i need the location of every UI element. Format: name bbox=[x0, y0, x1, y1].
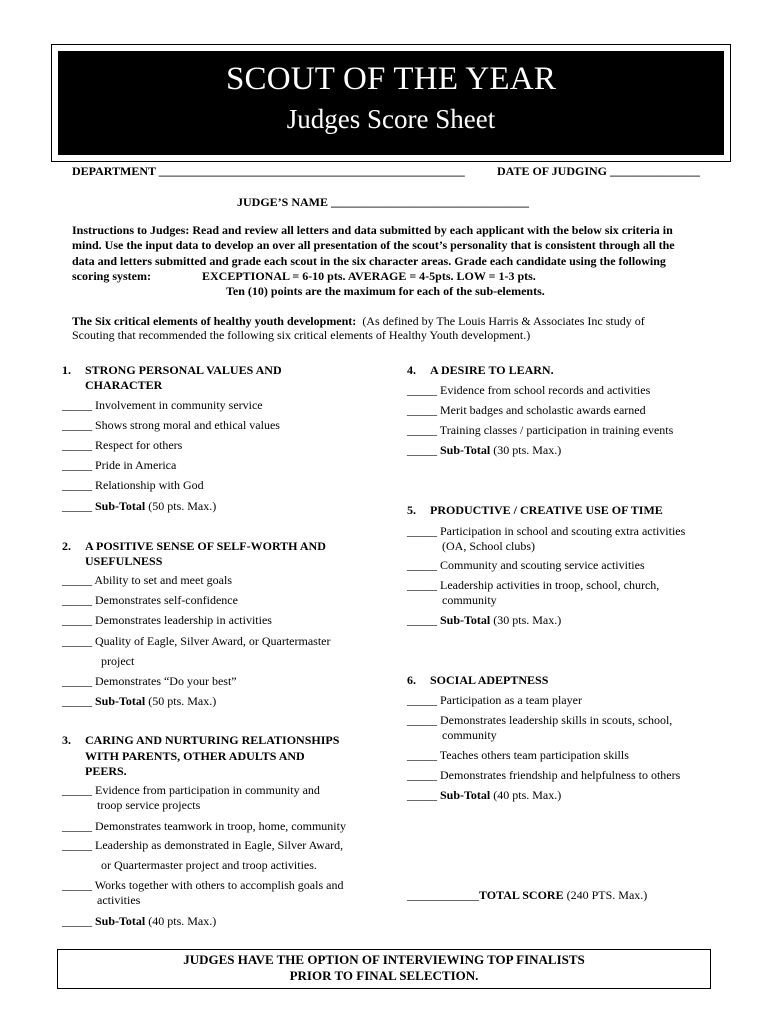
subtotal-max: (50 pts. Max.) bbox=[148, 694, 217, 708]
section-2-title-2: USEFULNESS bbox=[85, 554, 163, 568]
section-3-title: CARING AND NURTURING RELATIONSHIPS bbox=[85, 733, 340, 747]
item-label: Teaches others team participation skills bbox=[439, 748, 629, 762]
score-blank[interactable]: _____ bbox=[62, 674, 92, 688]
section-6-title: SOCIAL ADEPTNESS bbox=[430, 673, 549, 687]
item-label: Leadership as demonstrated in Eagle, Silver Award, bbox=[95, 838, 344, 852]
score-blank[interactable]: _____ bbox=[407, 558, 437, 572]
instructions-line-3: data and letters submitted and grade each scout in the six character areas. Grade each candidate using the following bbox=[72, 254, 666, 268]
section-2-number: 2. bbox=[62, 539, 71, 553]
score-blank[interactable]: _____ bbox=[62, 878, 92, 892]
score-blank[interactable]: _____ bbox=[62, 438, 92, 452]
item-continuation: or Quartermaster project and troop activities. bbox=[101, 858, 317, 872]
score-blank[interactable]: _____ bbox=[62, 838, 92, 852]
list-item[interactable] bbox=[62, 838, 343, 853]
item-label: Evidence from participation in community and bbox=[95, 783, 320, 797]
six-elements-heading: The Six critical elements of healthy youth development: bbox=[72, 314, 357, 328]
item-label: Involvement in community service bbox=[95, 398, 263, 412]
subtotal-max: (30 pts. Max.) bbox=[493, 613, 562, 627]
item-label: Demonstrates teamwork in troop, home, community bbox=[95, 819, 346, 833]
instructions-line-5: Ten (10) points are the maximum for each of the sub-elements. bbox=[226, 284, 545, 298]
total-score[interactable] bbox=[407, 888, 647, 903]
item-label: Pride in America bbox=[95, 458, 177, 472]
list-item[interactable] bbox=[62, 613, 272, 628]
instructions-line-1: Instructions to Judges: Read and review all letters and data submitted by each applicant with the below six criteria in bbox=[72, 223, 673, 237]
page-title: SCOUT OF THE YEAR bbox=[225, 61, 557, 97]
footer-line-1: JUDGES HAVE THE OPTION OF INTERVIEWING TOP FINALISTS bbox=[183, 952, 585, 967]
date-of-judging-field[interactable]: DATE OF JUDGING _______________ bbox=[497, 164, 701, 178]
total-score-label: TOTAL SCORE bbox=[479, 888, 564, 902]
subtotal-label: Sub-Total bbox=[95, 499, 146, 513]
score-blank[interactable]: _____ bbox=[62, 783, 92, 797]
score-blank[interactable]: _____ bbox=[62, 418, 92, 432]
list-item[interactable] bbox=[407, 423, 673, 438]
score-blank[interactable]: _____ bbox=[62, 819, 92, 833]
item-label: Quality of Eagle, Silver Award, or Quartermaster bbox=[95, 634, 331, 648]
footer-notice bbox=[57, 949, 711, 989]
item-label: Participation in school and scouting extra activities bbox=[440, 524, 686, 538]
total-score-max: (240 PTS. Max.) bbox=[566, 888, 648, 902]
subtotal-max: (30 pts. Max.) bbox=[493, 443, 562, 457]
section-6-number: 6. bbox=[407, 673, 416, 687]
item-continuation: (OA, School clubs) bbox=[442, 539, 535, 553]
section-1-number: 1. bbox=[62, 363, 71, 377]
department-field[interactable]: DEPARTMENT ___________________________________________________ bbox=[72, 164, 465, 178]
item-continuation: community bbox=[442, 593, 497, 607]
total-score-blank[interactable]: ____________ bbox=[407, 888, 479, 902]
item-label: Demonstrates leadership in activities bbox=[95, 613, 272, 627]
score-blank[interactable]: _____ bbox=[407, 403, 437, 417]
section-5-title: PRODUCTIVE / CREATIVE USE OF TIME bbox=[430, 503, 663, 517]
score-blank[interactable]: _____ bbox=[62, 398, 92, 412]
score-blank[interactable]: _____ bbox=[62, 593, 92, 607]
score-blank[interactable]: _____ bbox=[407, 713, 437, 727]
section-5-subtotal[interactable] bbox=[407, 613, 561, 628]
instructions-line-4a: scoring system: bbox=[72, 269, 151, 283]
score-blank[interactable]: _____ bbox=[407, 788, 437, 802]
score-blank[interactable]: _____ bbox=[62, 458, 92, 472]
six-elements-line-2: Scouting that recommended the following six critical elements of Healthy Youth development.) bbox=[72, 328, 531, 342]
section-4-subtotal[interactable] bbox=[407, 443, 561, 458]
list-item[interactable] bbox=[62, 878, 343, 893]
score-blank[interactable]: _____ bbox=[62, 478, 92, 492]
score-blank[interactable]: _____ bbox=[407, 383, 437, 397]
list-item[interactable] bbox=[407, 403, 646, 418]
list-item[interactable] bbox=[62, 593, 238, 608]
score-blank[interactable]: _____ bbox=[62, 634, 92, 648]
item-label: Community and scouting service activities bbox=[440, 558, 645, 572]
section-2-title: A POSITIVE SENSE OF SELF-WORTH AND bbox=[85, 539, 326, 553]
list-item[interactable] bbox=[407, 558, 645, 573]
section-3-subtotal[interactable] bbox=[62, 914, 216, 929]
item-label: Ability to set and meet goals bbox=[94, 573, 232, 587]
item-label: Demonstrates friendship and helpfulness to others bbox=[440, 768, 681, 782]
subtotal-label: Sub-Total bbox=[440, 788, 491, 802]
list-item[interactable] bbox=[407, 713, 672, 728]
score-blank[interactable]: _____ bbox=[407, 423, 437, 437]
item-label: Shows strong moral and ethical values bbox=[95, 418, 280, 432]
score-blank[interactable]: _____ bbox=[62, 914, 92, 928]
item-continuation: activities bbox=[97, 893, 141, 907]
item-continuation: community bbox=[442, 728, 497, 742]
subtotal-label: Sub-Total bbox=[440, 613, 491, 627]
six-elements-line-1 bbox=[72, 314, 645, 329]
list-item[interactable] bbox=[62, 398, 263, 413]
list-item[interactable] bbox=[407, 748, 629, 763]
score-blank[interactable]: _____ bbox=[407, 693, 437, 707]
section-1-subtotal[interactable] bbox=[62, 499, 216, 514]
list-item[interactable] bbox=[62, 674, 237, 689]
section-6-subtotal[interactable] bbox=[407, 788, 561, 803]
subtotal-max: (40 pts. Max.) bbox=[148, 914, 217, 928]
section-1-title: STRONG PERSONAL VALUES AND bbox=[85, 363, 282, 377]
score-blank[interactable]: _____ bbox=[62, 573, 92, 587]
section-1-title-2: CHARACTER bbox=[85, 378, 163, 392]
scoring-system: EXCEPTIONAL = 6-10 pts. AVERAGE = 4-5pts. LOW = 1-3 pts. bbox=[202, 269, 536, 283]
section-5-number: 5. bbox=[407, 503, 416, 517]
item-label: Training classes / participation in training events bbox=[439, 423, 674, 437]
score-blank[interactable]: _____ bbox=[407, 768, 437, 782]
title-banner-fill bbox=[58, 51, 724, 155]
item-label: Demonstrates leadership skills in scouts, school, bbox=[440, 713, 673, 727]
title-banner bbox=[51, 44, 731, 162]
page-subtitle: Judges Score Sheet bbox=[286, 104, 496, 134]
list-item[interactable] bbox=[407, 383, 650, 398]
subtotal-max: (40 pts. Max.) bbox=[493, 788, 562, 802]
score-blank[interactable]: _____ bbox=[62, 613, 92, 627]
list-item[interactable] bbox=[62, 634, 331, 649]
list-item[interactable] bbox=[62, 458, 176, 473]
section-4-title: A DESIRE TO LEARN. bbox=[430, 363, 554, 377]
score-blank[interactable]: _____ bbox=[62, 499, 92, 513]
footer-line-2: PRIOR TO FINAL SELECTION. bbox=[289, 968, 479, 983]
list-item[interactable] bbox=[407, 578, 659, 593]
section-4-number: 4. bbox=[407, 363, 416, 377]
subtotal-label: Sub-Total bbox=[95, 694, 146, 708]
subtotal-label: Sub-Total bbox=[440, 443, 491, 457]
list-item[interactable] bbox=[62, 819, 346, 834]
section-3-title-2: WITH PARENTS, OTHER ADULTS AND bbox=[85, 749, 305, 763]
score-blank[interactable]: _____ bbox=[407, 443, 437, 457]
item-label: Respect for others bbox=[95, 438, 183, 452]
score-blank[interactable]: _____ bbox=[62, 694, 92, 708]
section-3-title-3: PEERS. bbox=[85, 764, 127, 778]
item-label: Relationship with God bbox=[95, 478, 204, 492]
item-label: Works together with others to accomplish goals and bbox=[94, 878, 344, 892]
score-blank[interactable]: _____ bbox=[407, 524, 437, 538]
item-label: Participation as a team player bbox=[440, 693, 582, 707]
section-3-number: 3. bbox=[62, 733, 71, 747]
six-elements-note: (As defined by The Louis Harris & Associates Inc study of bbox=[362, 314, 645, 328]
list-item[interactable] bbox=[62, 783, 320, 798]
judge-name-field[interactable]: JUDGE’S NAME _________________________________ bbox=[237, 195, 530, 209]
list-item[interactable] bbox=[407, 693, 582, 708]
item-label: Leadership activities in troop, school, church, bbox=[440, 578, 660, 592]
item-label: Merit badges and scholastic awards earned bbox=[440, 403, 646, 417]
item-continuation: project bbox=[101, 654, 135, 668]
score-blank[interactable]: _____ bbox=[407, 578, 437, 592]
item-label: Evidence from school records and activities bbox=[440, 383, 651, 397]
score-blank[interactable]: _____ bbox=[407, 613, 437, 627]
item-label: Demonstrates “Do your best” bbox=[95, 674, 237, 688]
score-blank[interactable]: _____ bbox=[407, 748, 437, 762]
subtotal-max: (50 pts. Max.) bbox=[148, 499, 217, 513]
section-2-subtotal[interactable] bbox=[62, 694, 216, 709]
list-item[interactable] bbox=[62, 418, 280, 433]
item-label: Demonstrates self-confidence bbox=[95, 593, 238, 607]
list-item[interactable] bbox=[62, 438, 182, 453]
instructions-line-2: mind. Use the input data to develop an over all presentation of the scout’s personality that is consistent through all the bbox=[72, 238, 675, 252]
item-continuation: troop service projects bbox=[97, 798, 201, 812]
list-item[interactable] bbox=[62, 478, 204, 493]
list-item[interactable] bbox=[407, 524, 685, 539]
list-item[interactable] bbox=[62, 573, 232, 588]
list-item[interactable] bbox=[407, 768, 680, 783]
subtotal-label: Sub-Total bbox=[95, 914, 146, 928]
